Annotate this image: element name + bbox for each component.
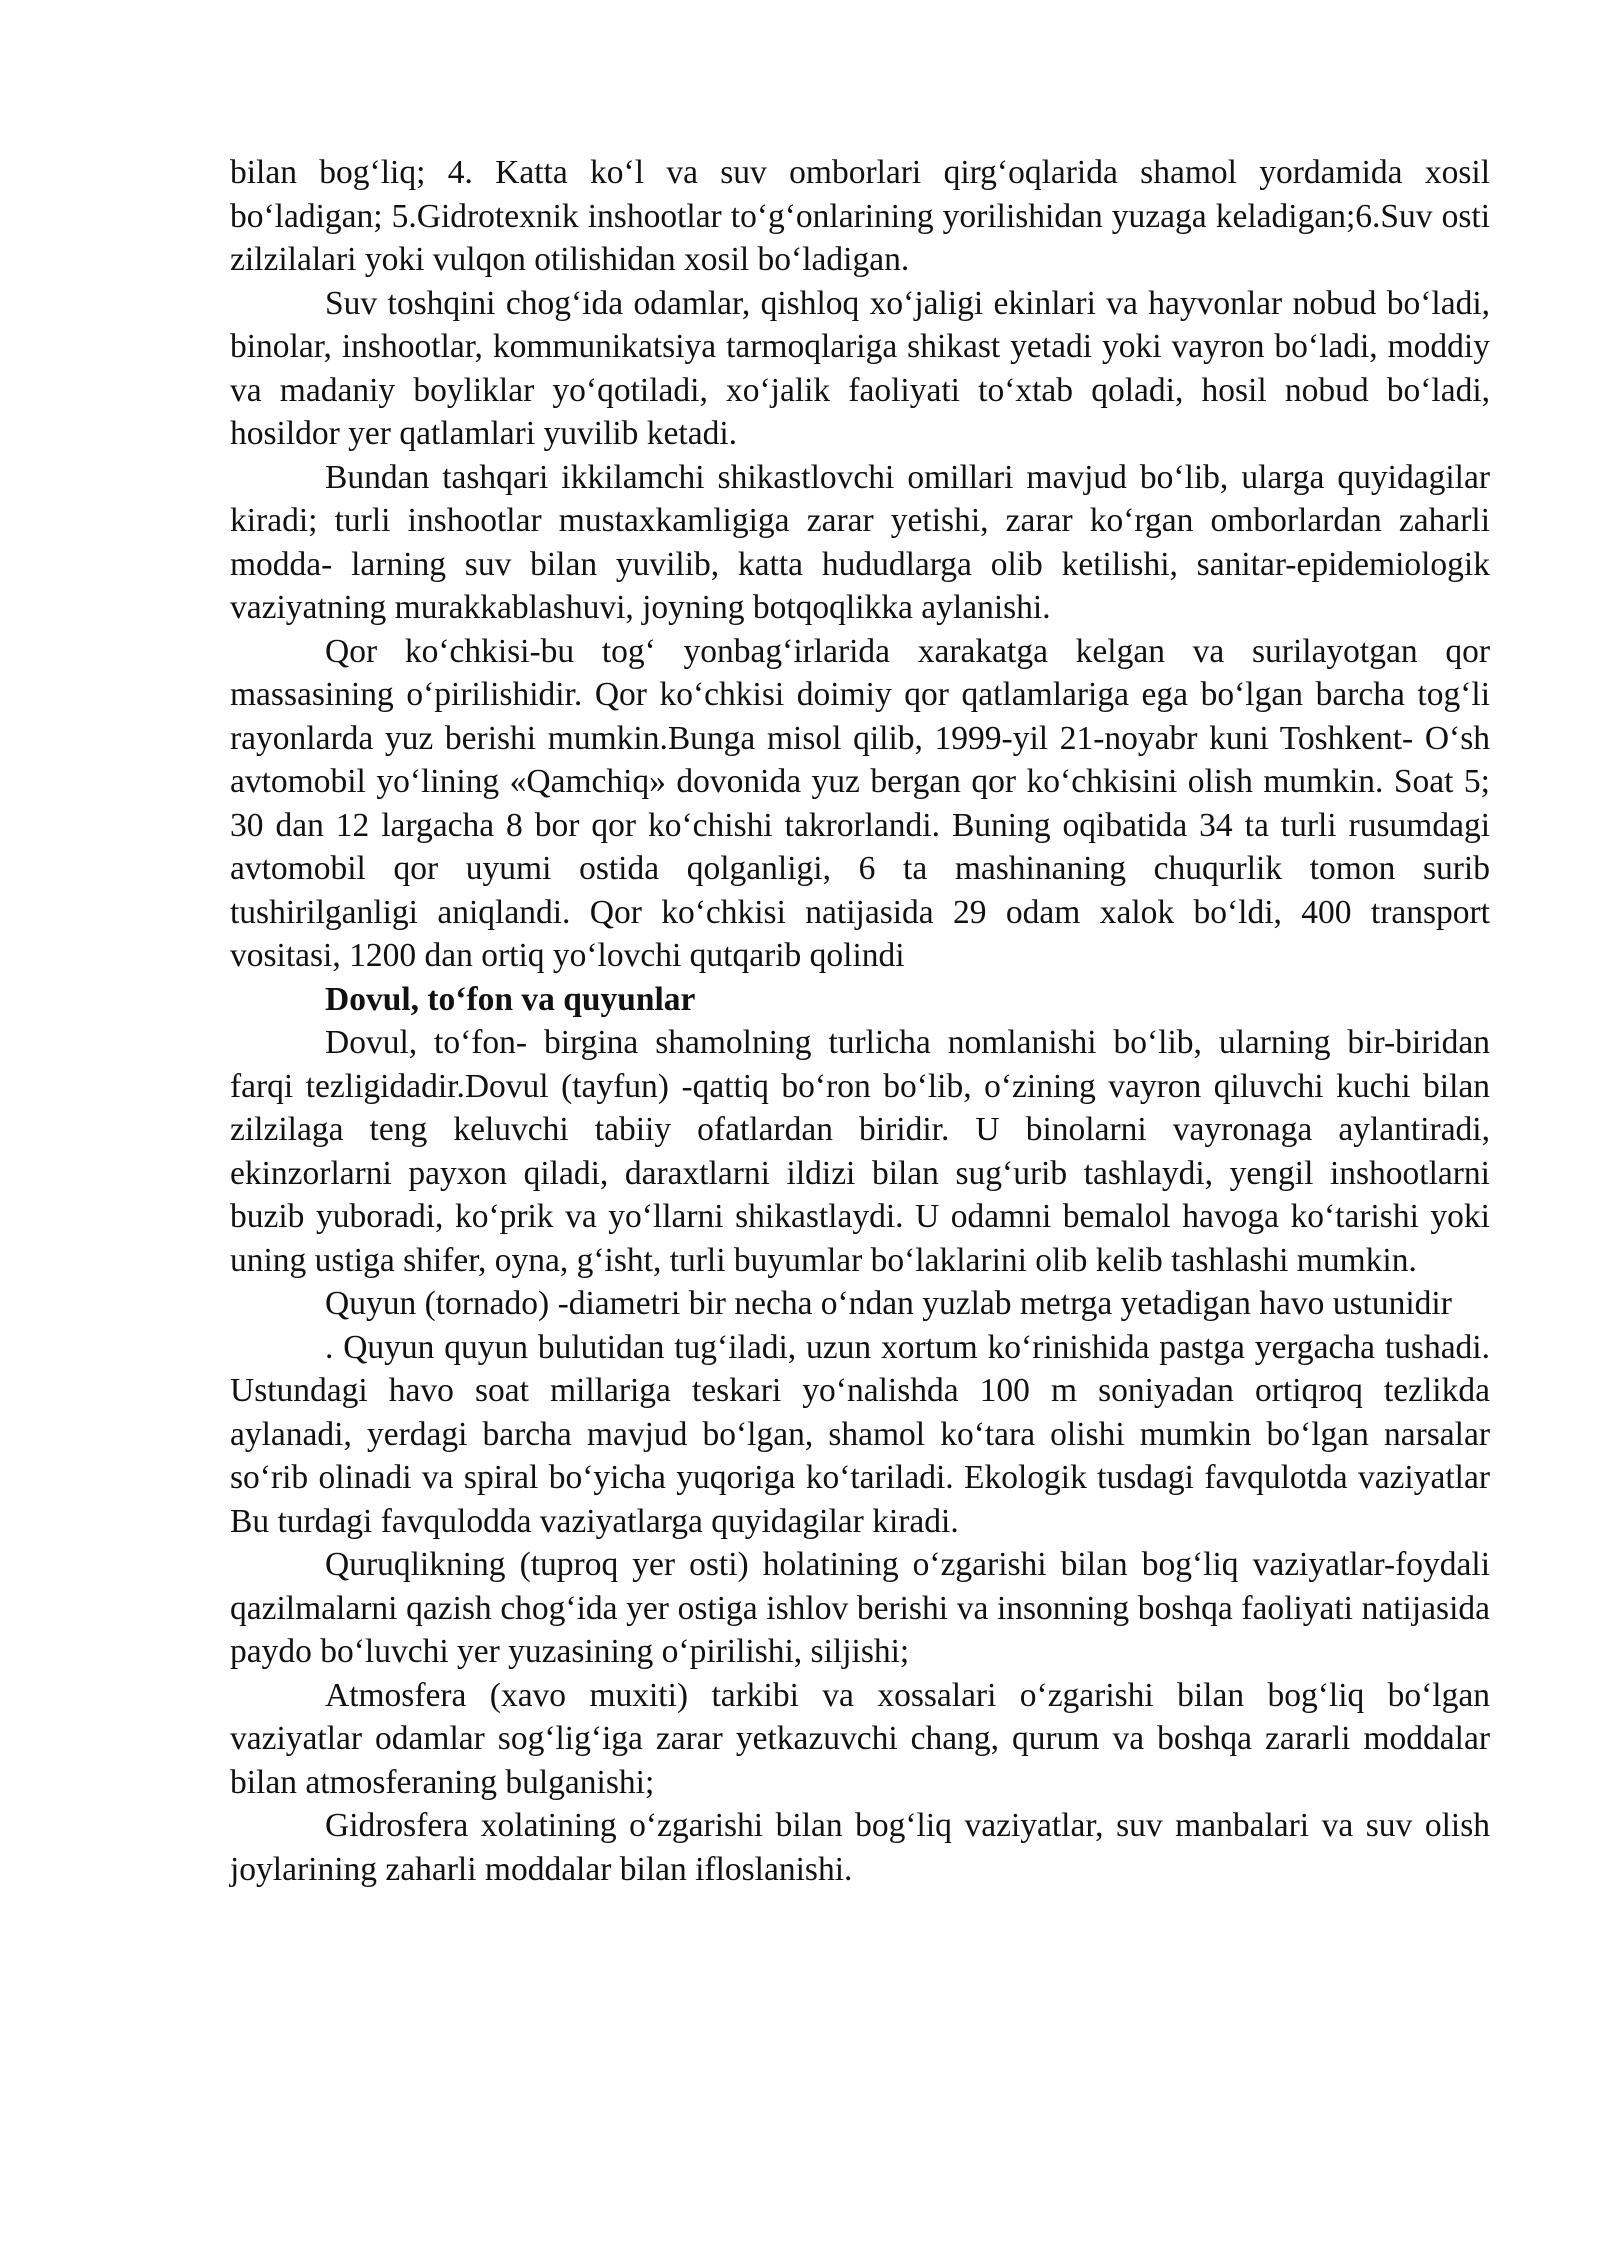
paragraph-land-situations: Quruqlikning (tuproq yer osti) holatining o‘zgarishi bilan bog‘liq vaziyatlar-foydali qazilmalarni qazish chog‘ida yer ostiga ishlov berishi va insonning boshqa faoliyati natijasida paydo bo‘luvchi yer yuzasining o‘pirilishi, siljishi; [230,1546,1490,1670]
document-body [230,151,1490,1891]
paragraph-atmosphere-situations: Atmosfera (xavo muxiti) tarkibi va xossalari o‘zgarishi bilan bog‘liq bo‘lgan vaziyatlar odamlar sog‘lig‘iga zarar yetkazuvchi chang, qurum va boshqa zararli moddalar bilan atmosferaning bulganishi; [230,1676,1490,1801]
paragraph-storm: Dovul, to‘fon- birgina shamolning turlicha nomlanishi bo‘lib, ularning bir-biridan farqi tezligidadir.Dovul (tayfun) -qattiq bo‘ron bo‘lib, o‘zining vayron qiluvchi kuchi bilan zilzilaga teng keluvchi tabiiy ofatlardan biridir. U binolarni vayronaga aylantiradi, ekinzorlarni payxon qiladi, daraxtlarni ildizi bilan sug‘urib tashlaydi, yengil inshootlarni buzib yuboradi, ko‘prik va yo‘llarni shikastlaydi. U odamni bemalol havoga ko‘tarishi yoki uning ustiga shifer, oyna, g‘isht, turli buyumlar bo‘laklarini olib kelib tashlashi mumkin. [230,1024,1490,1279]
paragraph-tornado-definition: Quyun (tornado) -diametri bir necha o‘ndan yuzlab metrga yetadigan havo ustunidir [325,1285,1452,1322]
paragraph-continuation: bilan bog‘liq; 4. Katta ko‘l va suv omborlari qirg‘oqlarida shamol yordamida xosil bo‘ladigan; 5.Gidrotexnik inshootlar to‘g‘onlarining yorilishidan yuzaga keladigan;6.Suv osti zilzilalari yoki vulqon otilishidan xosil bo‘ladigan. [230,154,1490,278]
section-heading: Dovul, to‘fon va quyunlar [325,980,696,1018]
paragraph-hydrosphere-situations: Gidrosfera xolatining o‘zgarishi bilan bog‘liq vaziyatlar, suv manbalari va suv olish joylarining zaharli moddalar bilan ifloslanishi. [230,1807,1490,1888]
paragraph-secondary-factors: Bundan tashqari ikkilamchi shikastlovchi omillari mavjud bo‘lib, ularga quyidagilar kiradi; turli inshootlar mustaxkamligiga zarar yetishi, zarar ko‘rgan omborlardan zaharli modda- larning suv bilan yuvilib, katta hududlarga olib ketilishi, sanitar-epidemiologik vaziyatning murakkablashuvi, joyning botqoqlikka aylanishi. [230,458,1490,626]
paragraph-tornado-description: . Quyun quyun bulutidan tug‘iladi, uzun xortum ko‘rinishida pastga yergacha tushadi. Ustundagi havo soat millariga teskari yo‘nalishda 100 m soniyadan ortiqroq tezlikda aylanadi, yerdagi barcha mavjud bo‘lgan, shamol ko‘tara olishi mumkin bo‘lgan narsalar so‘rib olinadi va spiral bo‘yicha yuqoriga ko‘tariladi. Ekologik tusdagi favqulotda vaziyatlar Bu turdagi favqulodda vaziyatlarga quyidagilar kiradi. [230,1328,1490,1540]
paragraph-avalanche: Qor ko‘chkisi-bu tog‘ yonbag‘irlarida xarakatga kelgan va surilayotgan qor massasining o‘pirilishidir. Qor ko‘chkisi doimiy qor qatlamlariga ega bo‘lgan barcha tog‘li rayonlarda yuz berishi mumkin.Bunga misol qilib, 1999-yil 21-noyabr kuni Toshkent- O‘sh avtomobil yo‘lining «Qamchiq» dovonida yuz bergan qor ko‘chkisini olish mumkin. Soat 5; 30 dan 12 largacha 8 bor qor ko‘chishi takrorlandi. Buning oqibatida 34 ta turli rusumdagi avtomobil qor uyumi ostida qolganligi, 6 ta mashinaning chuqurlik tomon surib tushirilganligi aniqlandi. Qor ko‘chkisi natijasida 29 odam xalok bo‘ldi, 400 transport vositasi, 1200 dan ortiq yo‘lovchi qutqarib qolindi [230,632,1490,974]
paragraph-flood-damage: Suv toshqini chog‘ida odamlar, qishloq xo‘jaligi ekinlari va hayvonlar nobud bo‘ladi, binolar, inshootlar, kommunikatsiya tarmoqlariga shikast yetadi yoki vayron bo‘ladi, moddiy va madaniy boyliklar yo‘qotiladi, xo‘jalik faoliyati to‘xtab qoladi, hosil nobud bo‘ladi, hosildor yer qatlamlari yuvilib ketadi. [230,284,1490,452]
